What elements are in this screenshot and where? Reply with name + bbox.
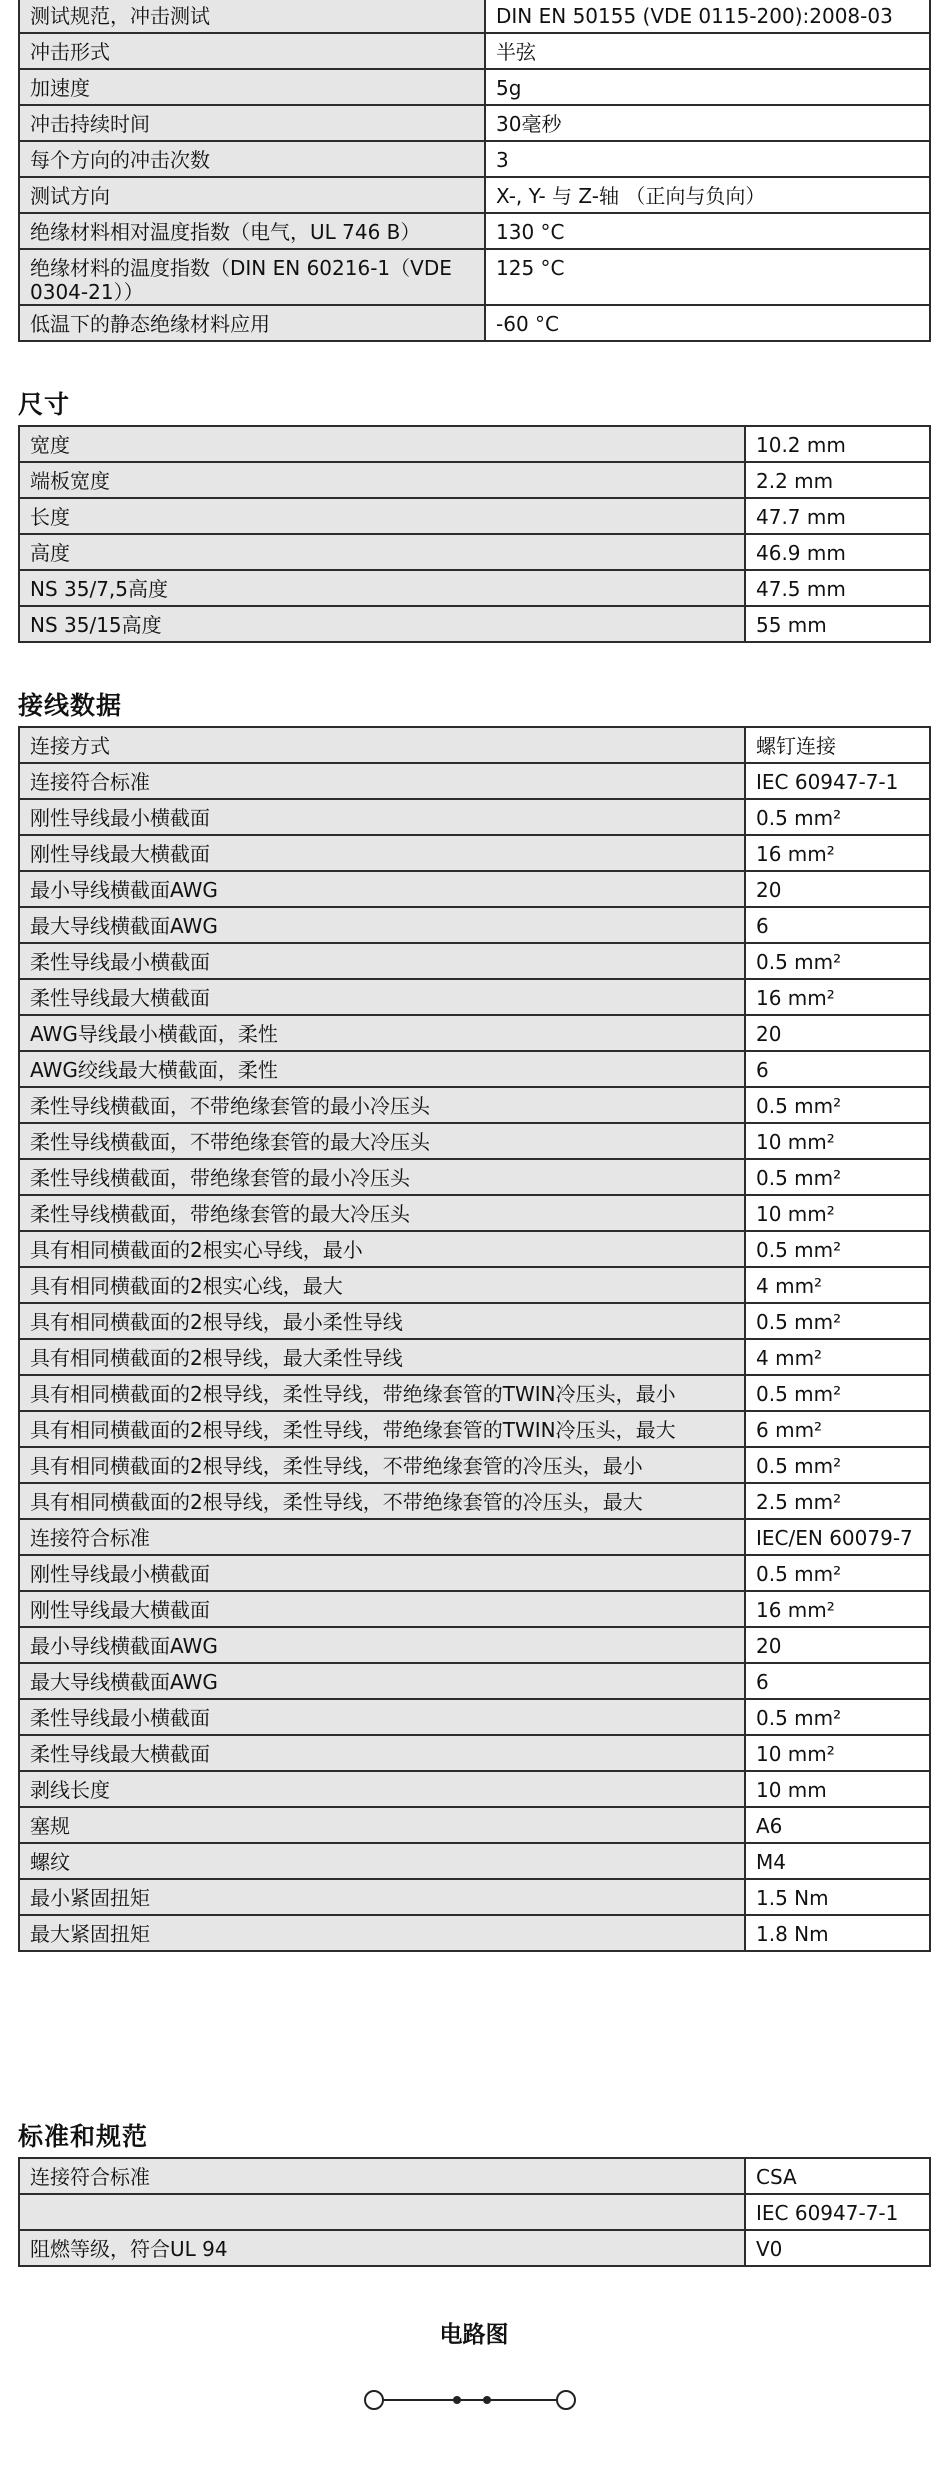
spec-row [19,871,930,907]
spec-row [19,1483,930,1519]
spec-value: 125 °C [485,249,930,305]
spec-label: 柔性导线横截面，不带绝缘套管的最小冷压头 [19,1087,745,1123]
spec-row [19,1411,930,1447]
spec-row [19,305,930,341]
spec-value: 0.5 mm² [745,1447,930,1483]
spec-label: 绝缘材料的温度指数（DIN EN 60216-1（VDE 0304-21）） [19,249,485,305]
spec-row [19,570,930,606]
spec-row [19,1735,930,1771]
spec-label: 连接方式 [19,727,745,763]
spec-value: 1.8 Nm [745,1915,930,1951]
spec-value: 0.5 mm² [745,1159,930,1195]
spec-label: 最小导线横截面AWG [19,1627,745,1663]
spec-label [19,2194,745,2230]
circuit-diagram-title: 电路图 [439,2322,509,2348]
spec-row [19,105,930,141]
spec-row [19,534,930,570]
spec-value: 0.5 mm² [745,1303,930,1339]
spec-row [19,1231,930,1267]
spec-label: 刚性导线最大横截面 [19,835,745,871]
spec-label: 冲击持续时间 [19,105,485,141]
spec-row [19,979,930,1015]
spec-label: 柔性导线最小横截面 [19,1699,745,1735]
spec-label: 刚性导线最大横截面 [19,1591,745,1627]
spec-row [19,69,930,105]
spec-value: 6 [745,1051,930,1087]
spec-row [19,141,930,177]
section-title-standards: 标准和规范 [18,2122,149,2151]
spec-label: 柔性导线最大横截面 [19,1735,745,1771]
spec-label: 宽度 [19,426,745,462]
spec-row [19,1771,930,1807]
spec-value: 6 [745,1663,930,1699]
spec-value: M4 [745,1843,930,1879]
spec-value: IEC 60947-7-1 [745,763,930,799]
spec-row [19,727,930,763]
spec-row [19,835,930,871]
spec-value: 20 [745,1627,930,1663]
spec-value: DIN EN 50155 (VDE 0115-200):2008-03 [485,0,930,33]
spec-label: 每个方向的冲击次数 [19,141,485,177]
spec-label: 柔性导线最小横截面 [19,943,745,979]
spec-label: 具有相同横截面的2根实心导线，最小 [19,1231,745,1267]
spec-value: 0.5 mm² [745,1375,930,1411]
spec-row [19,943,930,979]
standards-table [18,2157,931,2267]
spec-label: 具有相同横截面的2根导线，最大柔性导线 [19,1339,745,1375]
spec-row [19,1195,930,1231]
spec-label: 最小导线横截面AWG [19,871,745,907]
spec-row [19,1843,930,1879]
spec-row [19,1915,930,1951]
spec-row [19,498,930,534]
spec-row [19,2194,930,2230]
dimensions-table [18,425,931,643]
spec-value: X-, Y- 与 Z-轴 （正向与负向） [485,177,930,213]
spec-row [19,1663,930,1699]
spec-value: 20 [745,871,930,907]
spec-label: 具有相同横截面的2根导线，最小柔性导线 [19,1303,745,1339]
spec-row [19,1267,930,1303]
spec-label: 测试规范，冲击测试 [19,0,485,33]
spec-row [19,177,930,213]
spec-label: 具有相同横截面的2根导线，柔性导线，不带绝缘套管的冷压头，最小 [19,1447,745,1483]
connection-data-table [18,726,931,1952]
spec-label: 刚性导线最小横截面 [19,1555,745,1591]
spec-value: 16 mm² [745,979,930,1015]
spec-label: 最大紧固扭矩 [19,1915,745,1951]
spec-value: CSA [745,2158,930,2194]
spec-value: 10 mm² [745,1195,930,1231]
spec-value: 1.5 Nm [745,1879,930,1915]
spec-value: IEC/EN 60079-7 [745,1519,930,1555]
spec-label: 刚性导线最小横截面 [19,799,745,835]
spec-row [19,2230,930,2266]
spec-label: 具有相同横截面的2根导线，柔性导线，带绝缘套管的TWIN冷压头，最小 [19,1375,745,1411]
spec-value: 0.5 mm² [745,1087,930,1123]
spec-value: 20 [745,1015,930,1051]
spec-value: 16 mm² [745,835,930,871]
spec-label: 螺纹 [19,1843,745,1879]
spec-row [19,213,930,249]
spec-row [19,1591,930,1627]
spec-row [19,606,930,642]
spec-row [19,1159,930,1195]
spec-value: 0.5 mm² [745,1699,930,1735]
spec-value: 螺钉连接 [745,727,930,763]
spec-row [19,426,930,462]
spec-value: 4 mm² [745,1339,930,1375]
spec-label: 连接符合标准 [19,763,745,799]
spec-value: 55 mm [745,606,930,642]
spec-value: -60 °C [485,305,930,341]
spec-label: 具有相同横截面的2根导线，柔性导线，不带绝缘套管的冷压头，最大 [19,1483,745,1519]
spec-label: 最小紧固扭矩 [19,1879,745,1915]
spec-label: 最大导线横截面AWG [19,1663,745,1699]
spec-label: 冲击形式 [19,33,485,69]
spec-value: 10 mm [745,1771,930,1807]
spec-label: 加速度 [19,69,485,105]
spec-label: 高度 [19,534,745,570]
spec-value: 10.2 mm [745,426,930,462]
spec-label: 柔性导线横截面，带绝缘套管的最大冷压头 [19,1195,745,1231]
spec-label: 柔性导线最大横截面 [19,979,745,1015]
spec-label: 具有相同横截面的2根导线，柔性导线，带绝缘套管的TWIN冷压头，最大 [19,1411,745,1447]
spec-row [19,1807,930,1843]
spec-value: 0.5 mm² [745,1555,930,1591]
terminal-circuit-symbol-icon [360,2375,580,2425]
spec-value: 30毫秒 [485,105,930,141]
spec-row [19,1087,930,1123]
spec-label: AWG导线最小横截面，柔性 [19,1015,745,1051]
spec-row [19,462,930,498]
spec-value: 47.5 mm [745,570,930,606]
spec-value: 0.5 mm² [745,943,930,979]
spec-label: 柔性导线横截面，带绝缘套管的最小冷压头 [19,1159,745,1195]
spec-label: NS 35/7,5高度 [19,570,745,606]
spec-row [19,907,930,943]
spec-label: 测试方向 [19,177,485,213]
spec-label: 端板宽度 [19,462,745,498]
spec-row [19,1375,930,1411]
spec-row [19,33,930,69]
spec-row [19,1051,930,1087]
spec-value: 0.5 mm² [745,799,930,835]
spec-value: 130 °C [485,213,930,249]
spec-row [19,1015,930,1051]
section-title-dimensions: 尺寸 [18,390,71,419]
section-title-connection-data: 接线数据 [18,691,123,720]
spec-row [19,1303,930,1339]
spec-value: 46.9 mm [745,534,930,570]
spec-value: 2.5 mm² [745,1483,930,1519]
spec-value: 6 mm² [745,1411,930,1447]
spec-label: 连接符合标准 [19,1519,745,1555]
spec-value: 3 [485,141,930,177]
spec-label: 塞规 [19,1807,745,1843]
spec-row [19,763,930,799]
spec-row [19,0,930,33]
spec-value: IEC 60947-7-1 [745,2194,930,2230]
spec-value: 47.7 mm [745,498,930,534]
spec-row [19,1519,930,1555]
spec-row [19,249,930,305]
spec-label: 连接符合标准 [19,2158,745,2194]
spec-value: 10 mm² [745,1735,930,1771]
spec-value: V0 [745,2230,930,2266]
spec-value: 0.5 mm² [745,1231,930,1267]
spec-label: 阻燃等级，符合UL 94 [19,2230,745,2266]
spec-row [19,1123,930,1159]
spec-label: 低温下的静态绝缘材料应用 [19,305,485,341]
test-spec-table [18,0,931,342]
spec-label: 柔性导线横截面，不带绝缘套管的最大冷压头 [19,1123,745,1159]
spec-value: 10 mm² [745,1123,930,1159]
spec-value: 2.2 mm [745,462,930,498]
spec-label: 绝缘材料相对温度指数（电气，UL 746 B） [19,213,485,249]
spec-value: A6 [745,1807,930,1843]
spec-label: AWG绞线最大横截面，柔性 [19,1051,745,1087]
spec-value: 半弦 [485,33,930,69]
spec-label: 最大导线横截面AWG [19,907,745,943]
spec-row [19,1339,930,1375]
spec-row [19,1555,930,1591]
spec-row [19,799,930,835]
spec-value: 4 mm² [745,1267,930,1303]
spec-row [19,1627,930,1663]
spec-value: 5g [485,69,930,105]
spec-label: 长度 [19,498,745,534]
spec-row [19,1879,930,1915]
spec-label: 剥线长度 [19,1771,745,1807]
spec-row [19,1699,930,1735]
spec-value: 16 mm² [745,1591,930,1627]
spec-label: 具有相同横截面的2根实心线，最大 [19,1267,745,1303]
spec-row [19,1447,930,1483]
spec-value: 6 [745,907,930,943]
spec-row [19,2158,930,2194]
spec-label: NS 35/15高度 [19,606,745,642]
